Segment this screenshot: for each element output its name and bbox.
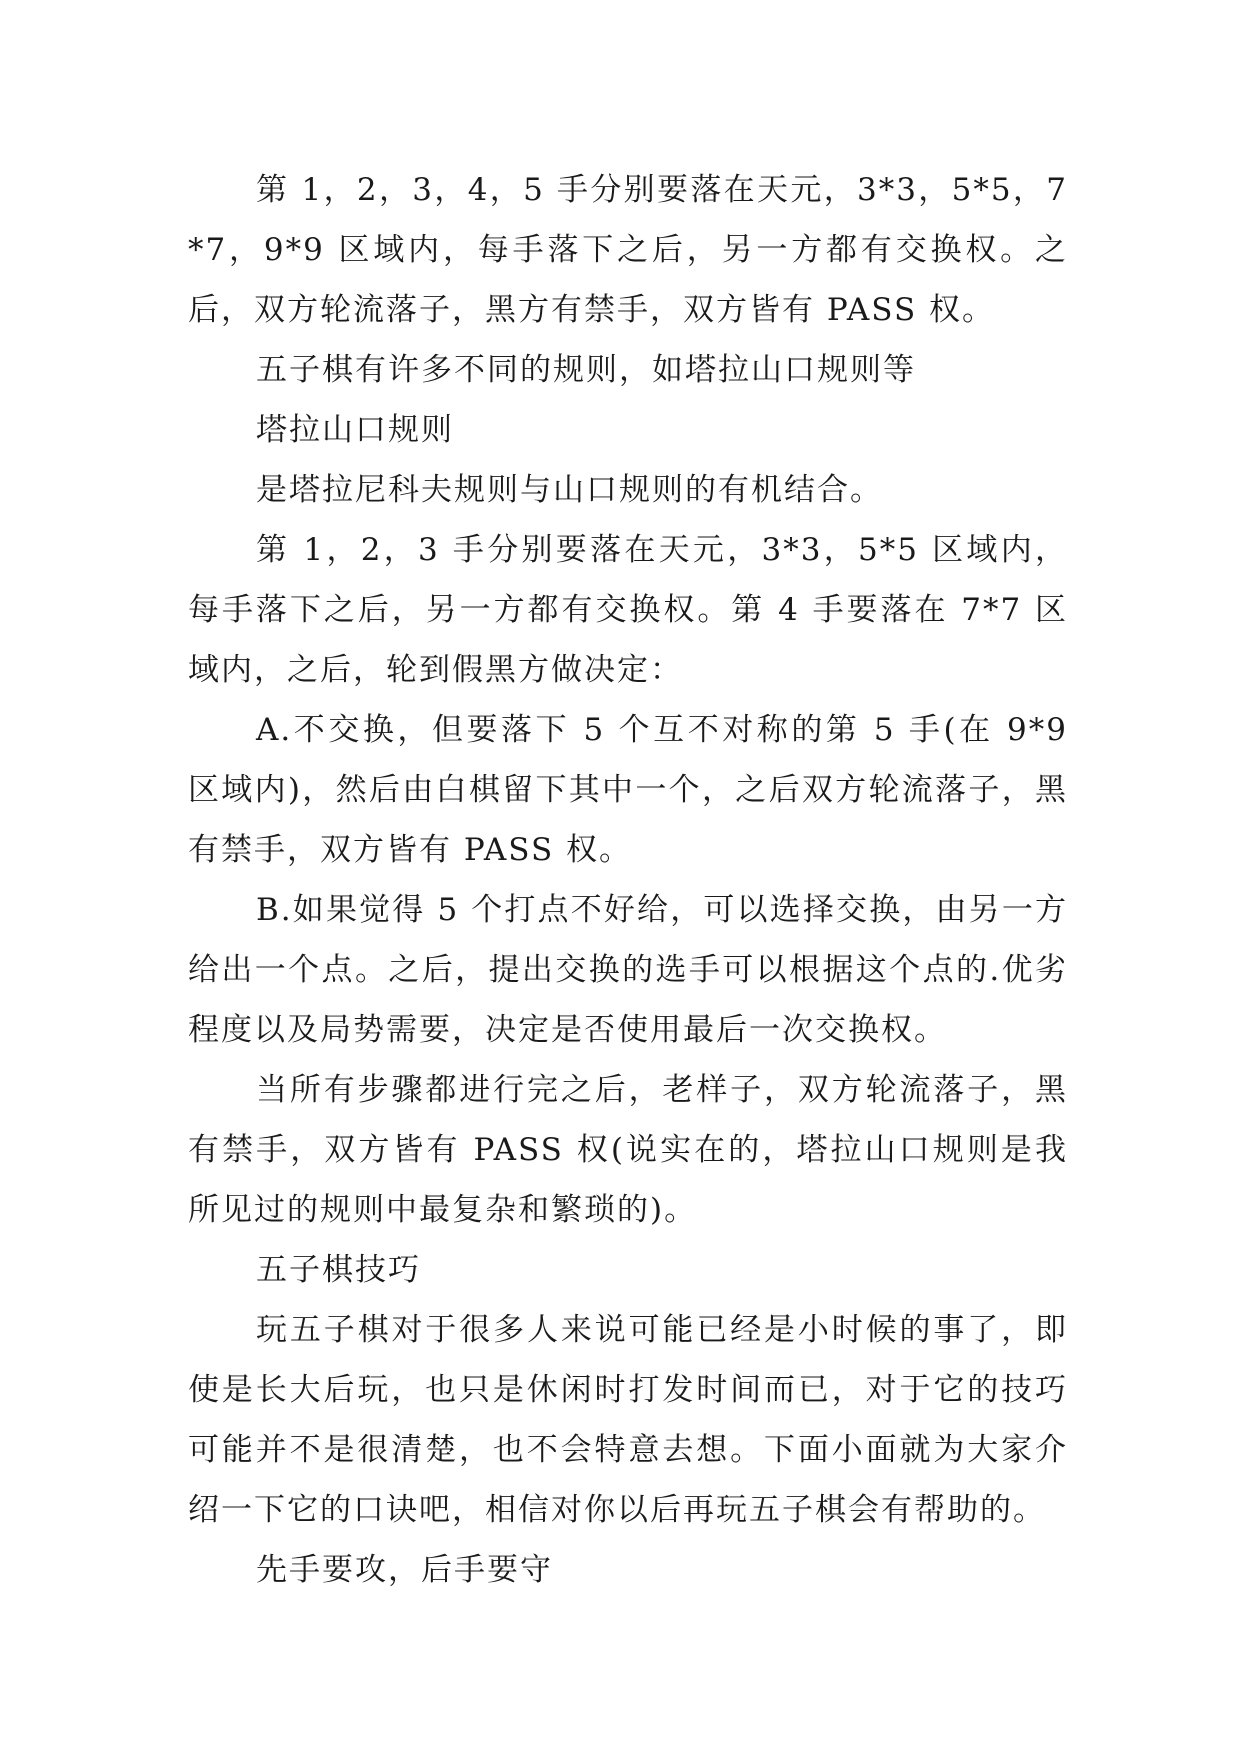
paragraph-after-steps: 当所有步骤都进行完之后，老样子，双方轮流落子，黑有禁手，双方皆有 PASS 权(说实在的，塔拉山口规则是我所见过的规则中最复杂和繁琐的)。 bbox=[188, 1072, 1068, 1228]
paragraph-rules-intro: 第 1，2，3，4，5 手分别要落在天元，3*3，5*5，7*7，9*9 区域内，每手落下之后，另一方都有交换权。之后，双方轮流落子，黑方有禁手，双方皆有 PASS 权。 bbox=[188, 172, 1068, 328]
paragraph-taraguchi-steps: 第 1，2，3 手分别要落在天元，3*3，5*5 区域内，每手落下之后，另一方都有交换权。第 4 手要落在 7*7 区域内，之后，轮到假黑方做决定： bbox=[188, 532, 1068, 688]
section-heading-tips: 五子棋技巧 bbox=[256, 1252, 421, 1288]
paragraph-first-tip: 先手要攻，后手要守 bbox=[256, 1552, 553, 1588]
paragraph-taraguchi-definition: 是塔拉尼科夫规则与山口规则的有机结合。 bbox=[256, 472, 883, 508]
paragraph-option-a: A.不交换，但要落下 5 个互不对称的第 5 手(在 9*9 区域内)，然后由白棋留下其中一个，之后双方轮流落子，黑有禁手，双方皆有 PASS 权。 bbox=[188, 712, 1068, 868]
paragraph-option-b: B.如果觉得 5 个打点不好给，可以选择交换，由另一方给出一个点。之后，提出交换的选手可以根据这个点的.优劣程度以及局势需要，决定是否使用最后一次交换权。 bbox=[188, 892, 1068, 1048]
paragraph-rules-variety: 五子棋有许多不同的规则，如塔拉山口规则等 bbox=[256, 352, 916, 388]
document-page bbox=[188, 160, 1068, 1600]
section-heading-taraguchi: 塔拉山口规则 bbox=[256, 412, 454, 448]
paragraph-tips-intro: 玩五子棋对于很多人来说可能已经是小时候的事了，即使是长大后玩，也只是休闲时打发时间而已，对于它的技巧可能并不是很清楚，也不会特意去想。下面小面就为大家介绍一下它的口诀吧，相信对你以后再玩五子棋会有帮助的。 bbox=[188, 1312, 1068, 1528]
